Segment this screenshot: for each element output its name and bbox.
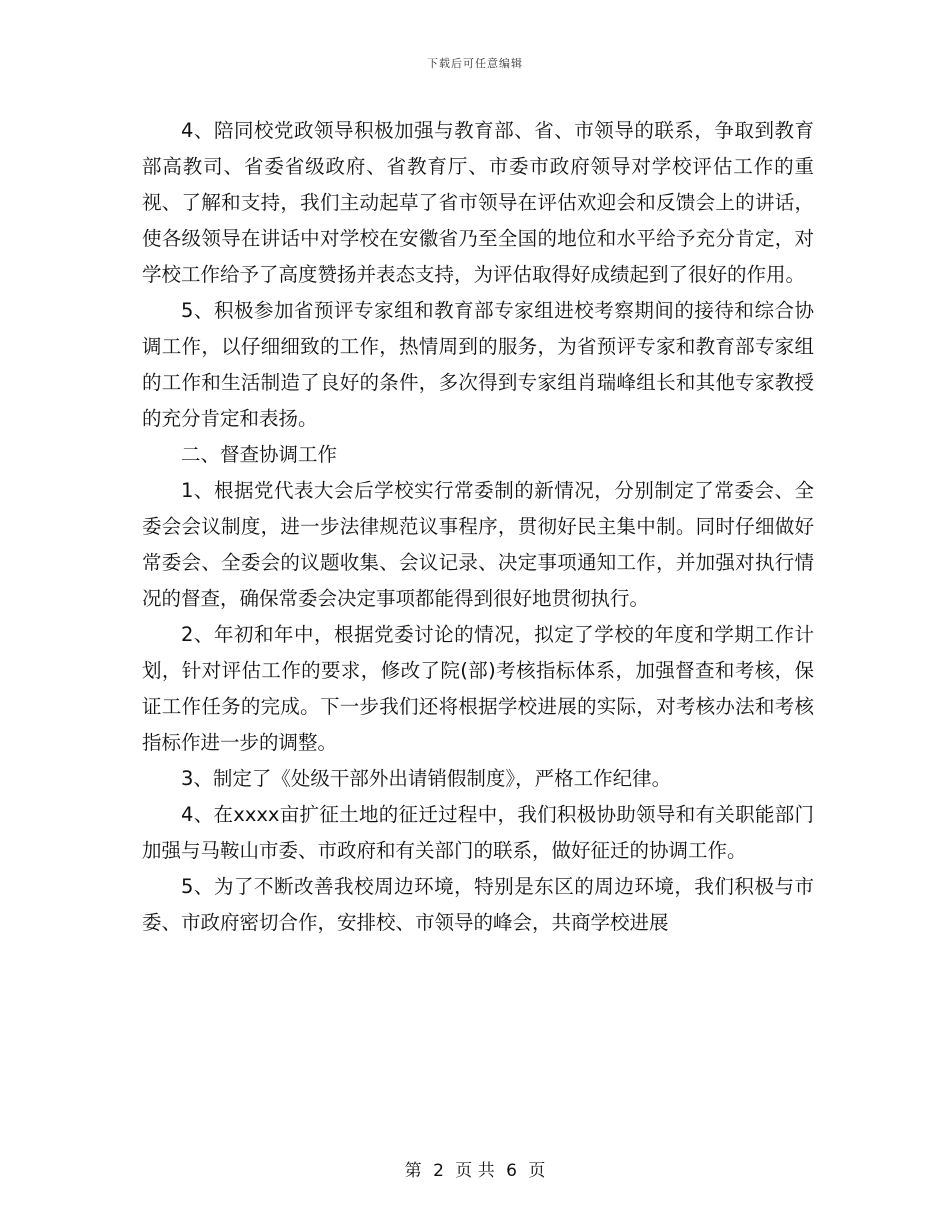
- paragraph: 4、陪同校党政领导积极加强与教育部、省、市领导的联系，争取到教育部高教司、省委省级政府、省教育厅、市委市政府领导对学校评估工作的重视、了解和支持，我们主动起草了省市领导在评估欢迎会和反馈会上的讲话，使各级领导在讲话中对学校在安徽省乃至全国的地位和水平给予充分肯定，对学校工作给予了高度赞扬并表态支持，为评估取得好成绩起到了很好的作用。: [142, 119, 814, 286]
- footer-suffix: 页: [528, 1161, 546, 1181]
- current-page-number: 2: [433, 1161, 444, 1181]
- footer-middle: 页 共: [455, 1161, 495, 1181]
- page-footer: [0, 1156, 950, 1181]
- paragraph: 5、积极参加省预评专家组和教育部专家组进校考察期间的接待和综合协调工作，以仔细细致的工作，热情周到的服务，为省预评专家和教育部专家组的工作和生活制造了良好的条件，多次得到专家组肖瑞峰组长和其他专家教授的充分肯定和表扬。: [142, 299, 814, 430]
- paragraph: 5、为了不断改善我校周边环境，特别是东区的周边环境，我们积极与市委、市政府密切合作，安排校、市领导的峰会，共商学校进展: [142, 875, 814, 934]
- total-page-count: 6: [506, 1161, 517, 1181]
- footer-prefix: 第: [404, 1161, 422, 1181]
- paragraph: 1、根据党代表大会后学校实行常委制的新情况，分别制定了常委会、全委会会议制度，进一步法律规范议事程序，贯彻好民主集中制。同时仔细做好常委会、全委会的议题收集、会议记录、决定事项通知工作，并加强对执行情况的督查，确保常委会决定事项都能得到很好地贯彻执行。: [142, 479, 814, 610]
- paragraph: 4、在xxxx亩扩征土地的征迁过程中，我们积极协助领导和有关职能部门加强与马鞍山市委、市政府和有关部门的联系，做好征迁的协调工作。: [142, 803, 814, 862]
- page-header: 下载后可任意编辑: [427, 57, 523, 70]
- paragraph: 3、制定了《处级干部外出请销假制度》，严格工作纪律。: [181, 767, 672, 790]
- section-heading: 二、督查协调工作: [181, 443, 338, 466]
- paragraph: 2、年初和年中，根据党委讨论的情况，拟定了学校的年度和学期工作计划，针对评估工作的要求，修改了院(部)考核指标体系，加强督查和考核，保证工作任务的完成。下一步我们还将根据学校进展的实际，对考核办法和考核指标作进一步的调整。: [142, 623, 814, 754]
- document-body: [142, 113, 814, 941]
